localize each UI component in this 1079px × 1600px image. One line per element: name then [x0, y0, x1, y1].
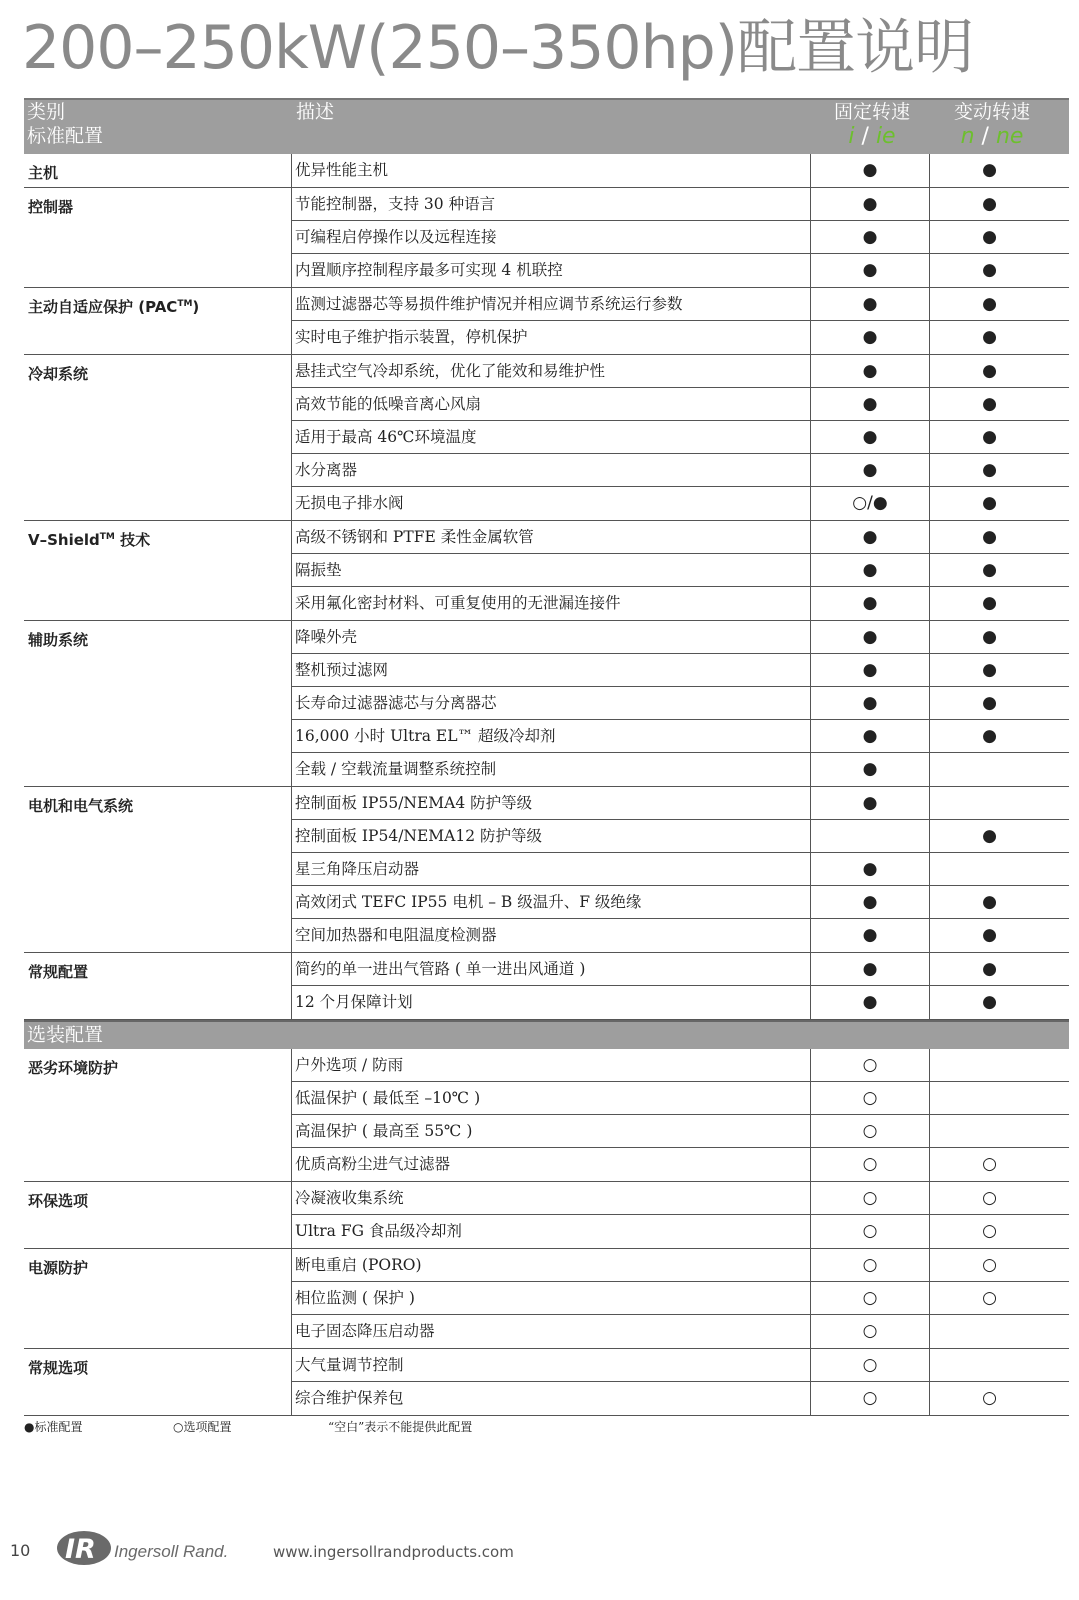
variable-speed-mark: ● [982, 427, 997, 447]
fixed-speed-mark: ● [811, 986, 930, 1019]
variable-speed-mark: ● [982, 527, 997, 547]
legend-optional: ○选项配置 [173, 1420, 232, 1434]
row-description: 高效闭式 TEFC IP55 电机 – B 级温升、F 级绝缘 [292, 886, 811, 918]
header-fixed-models: i / ie [848, 124, 896, 149]
group-standard-7 [24, 953, 1069, 1020]
variable-speed-mark: ● [982, 160, 997, 180]
row-description: 冷凝液收集系统 [292, 1182, 811, 1214]
variable-speed-mark: ● [982, 361, 997, 381]
table-row [292, 487, 1069, 520]
variable-speed-mark: ○ [982, 1288, 997, 1308]
group-label: V–Shield™ 技术 [24, 521, 292, 620]
table-row [292, 1082, 1069, 1115]
page-number: 10 [10, 1541, 31, 1560]
fixed-speed-mark: ● [811, 621, 930, 653]
variable-speed-mark [930, 753, 1049, 786]
fixed-speed-mark: ● [811, 587, 930, 620]
table-row [292, 254, 1069, 287]
fixed-speed-mark [811, 820, 930, 852]
fixed-speed-mark: ○ [811, 1249, 930, 1281]
table-row [292, 886, 1069, 919]
variable-speed-mark [930, 1349, 1049, 1381]
row-description: 长寿命过滤器滤芯与分离器芯 [292, 687, 811, 719]
table-row [292, 919, 1069, 952]
table-row [292, 1182, 1069, 1215]
fixed-speed-mark: ○ [811, 1282, 930, 1314]
variable-speed-mark: ● [982, 560, 997, 580]
table-row [292, 1148, 1069, 1181]
fixed-speed-mark: ● [811, 521, 930, 553]
table-row [292, 986, 1069, 1019]
group-standard-6 [24, 787, 1069, 953]
group-label: 辅助系统 [24, 621, 292, 786]
fixed-speed-mark: ● [811, 554, 930, 586]
variable-speed-mark: ● [982, 327, 997, 347]
row-description: 适用于最高 46℃环境温度 [292, 421, 811, 453]
row-description: 优异性能主机 [292, 154, 811, 187]
table-row [292, 820, 1069, 853]
table-row [292, 1382, 1069, 1415]
fixed-speed-mark: ● [811, 687, 930, 719]
row-description: 空间加热器和电阻温度检测器 [292, 919, 811, 952]
row-description: 高温保护 ( 最高至 55℃ ) [292, 1115, 811, 1147]
row-description: 16,000 小时 Ultra EL™ 超级冷却剂 [292, 720, 811, 752]
fixed-speed-mark: ● [811, 254, 930, 287]
config-table [24, 98, 1069, 1416]
row-description: 户外选项 / 防雨 [292, 1049, 811, 1081]
group-optional-3 [24, 1349, 1069, 1416]
page-title: 200–250kW(250–350hp)配置说明 [22, 13, 974, 83]
fixed-speed-mark: ● [811, 919, 930, 952]
fixed-speed-mark: ● [811, 154, 930, 187]
table-row [292, 621, 1069, 654]
variable-speed-mark [930, 1082, 1049, 1114]
table-row [292, 1215, 1069, 1248]
variable-speed-mark: ○ [982, 1188, 997, 1208]
table-row [292, 687, 1069, 720]
group-label: 常规配置 [24, 953, 292, 1019]
optional-section [24, 1049, 1069, 1416]
table-row [292, 1049, 1069, 1082]
group-standard-0 [24, 154, 1069, 188]
fixed-speed-mark: ○ [811, 1115, 930, 1147]
fixed-speed-mark: ○ [811, 1215, 930, 1248]
variable-speed-mark: ● [982, 660, 997, 680]
fixed-speed-mark: ● [811, 288, 930, 320]
table-row [292, 521, 1069, 554]
group-label: 电机和电气系统 [24, 787, 292, 952]
row-description: 降噪外壳 [292, 621, 811, 653]
legend-blank: “空白”表示不能提供此配置 [328, 1420, 473, 1434]
variable-speed-mark: ● [982, 892, 997, 912]
table-row [292, 454, 1069, 487]
table-row [292, 753, 1069, 786]
fixed-speed-mark: ○ [811, 1082, 930, 1114]
group-label: 电源防护 [24, 1249, 292, 1348]
row-description: 节能控制器，支持 30 种语言 [292, 188, 811, 220]
variable-speed-mark: ○ [982, 1255, 997, 1275]
table-row [292, 321, 1069, 354]
table-row [292, 953, 1069, 986]
row-description: 悬挂式空气冷却系统，优化了能效和易维护性 [292, 355, 811, 387]
table-row [292, 221, 1069, 254]
table-row [292, 388, 1069, 421]
variable-speed-mark: ● [982, 194, 997, 214]
legend-standard: ●标准配置 [24, 1420, 83, 1434]
row-description: 隔振垫 [292, 554, 811, 586]
row-description: 12 个月保障计划 [292, 986, 811, 1019]
variable-speed-mark [930, 1315, 1049, 1348]
variable-speed-mark [930, 853, 1049, 885]
group-label: 控制器 [24, 188, 292, 287]
table-row [292, 1115, 1069, 1148]
group-label: 恶劣环境防护 [24, 1049, 292, 1181]
fixed-speed-mark: ● [811, 321, 930, 354]
variable-speed-mark: ● [982, 394, 997, 414]
header-variable-speed [932, 100, 1052, 150]
variable-speed-mark [930, 1049, 1049, 1081]
fixed-speed-mark: ● [811, 720, 930, 752]
row-description: 电子固态降压启动器 [292, 1315, 811, 1348]
row-description: 控制面板 IP54/NEMA12 防护等级 [292, 820, 811, 852]
variable-speed-mark: ○ [982, 1154, 997, 1174]
fixed-speed-mark: ● [811, 886, 930, 918]
table-row [292, 787, 1069, 820]
table-row [292, 720, 1069, 753]
variable-speed-mark: ● [982, 992, 997, 1012]
group-standard-2 [24, 288, 1069, 355]
variable-speed-mark: ● [982, 294, 997, 314]
header-variable-label: 变动转速 [953, 101, 1030, 123]
variable-speed-mark: ● [982, 693, 997, 713]
variable-speed-mark: ● [982, 493, 997, 513]
fixed-speed-mark: ● [811, 454, 930, 486]
website-url: www.ingersollrandproducts.com [273, 1543, 514, 1561]
variable-speed-mark: ● [982, 826, 997, 846]
row-description: 采用氟化密封材料、可重复使用的无泄漏连接件 [292, 587, 811, 620]
header-variable-models: n / ne [960, 124, 1024, 149]
table-row [292, 154, 1069, 187]
group-optional-1 [24, 1182, 1069, 1249]
svg-text:IR: IR [65, 1534, 96, 1565]
fixed-speed-mark: ○ [811, 1382, 930, 1415]
fixed-speed-mark: ● [811, 188, 930, 220]
brand-name: Ingersoll Rand. [114, 1542, 228, 1561]
table-row [292, 554, 1069, 587]
group-label: 常规选项 [24, 1349, 292, 1415]
row-description: 低温保护 ( 最低至 –10℃ ) [292, 1082, 811, 1114]
group-label: 主机 [24, 154, 292, 187]
fixed-speed-mark: ○ [811, 1182, 930, 1214]
row-description: 断电重启 (PORO) [292, 1249, 811, 1281]
fixed-speed-mark: ● [811, 753, 930, 786]
table-header [24, 98, 1069, 154]
table-row [292, 1249, 1069, 1282]
fixed-speed-mark: ○/● [811, 487, 930, 520]
variable-speed-mark: ● [982, 593, 997, 613]
fixed-speed-mark: ● [811, 654, 930, 686]
row-description: 控制面板 IP55/NEMA4 防护等级 [292, 787, 811, 819]
group-standard-3 [24, 355, 1069, 521]
table-row [292, 1349, 1069, 1382]
table-row [292, 654, 1069, 687]
fixed-speed-mark: ● [811, 221, 930, 253]
variable-speed-mark: ● [982, 460, 997, 480]
standard-section [24, 154, 1069, 1020]
header-fixed-label: 固定转速 [833, 101, 910, 123]
header-category-label: 类别 [27, 101, 66, 123]
group-label: 环保选项 [24, 1182, 292, 1248]
fixed-speed-mark: ● [811, 787, 930, 819]
group-label: 主动自适应保护 (PAC™) [24, 288, 292, 354]
row-description: 相位监测 ( 保护 ) [292, 1282, 811, 1314]
row-description: 监测过滤器芯等易损件维护情况并相应调节系统运行参数 [292, 288, 811, 320]
group-standard-4 [24, 521, 1069, 621]
fixed-speed-mark: ○ [811, 1349, 930, 1381]
optional-section-title: 选装配置 [24, 1020, 1069, 1049]
fixed-speed-mark: ● [811, 388, 930, 420]
row-description: 高效节能的低噪音离心风扇 [292, 388, 811, 420]
fixed-speed-mark: ○ [811, 1049, 930, 1081]
ingersoll-rand-logo [56, 1528, 228, 1568]
variable-speed-mark: ● [982, 726, 997, 746]
row-description: 实时电子维护指示装置，停机保护 [292, 321, 811, 354]
table-row [292, 1282, 1069, 1315]
group-standard-1 [24, 188, 1069, 288]
variable-speed-mark: ● [982, 925, 997, 945]
header-description: 描述 [296, 101, 335, 123]
variable-speed-mark: ● [982, 227, 997, 247]
table-row [292, 1315, 1069, 1348]
row-description: 综合维护保养包 [292, 1382, 811, 1415]
fixed-speed-mark: ○ [811, 1315, 930, 1348]
row-description: 可编程启停操作以及远程连接 [292, 221, 811, 253]
header-standard-label: 标准配置 [27, 125, 104, 147]
row-description: Ultra FG 食品级冷却剂 [292, 1215, 811, 1248]
fixed-speed-mark: ● [811, 355, 930, 387]
row-description: 高级不锈钢和 PTFE 柔性金属软管 [292, 521, 811, 553]
fixed-speed-mark: ● [811, 853, 930, 885]
header-fixed-speed [812, 100, 932, 150]
row-description: 简约的单一进出气管路 ( 单一进出风通道 ) [292, 953, 811, 985]
table-row [292, 853, 1069, 886]
variable-speed-mark [930, 1115, 1049, 1147]
group-label: 冷却系统 [24, 355, 292, 520]
row-description: 无损电子排水阀 [292, 487, 811, 520]
variable-speed-mark [930, 787, 1049, 819]
group-optional-2 [24, 1249, 1069, 1349]
row-description: 内置顺序控制程序最多可实现 4 机联控 [292, 254, 811, 287]
row-description: 星三角降压启动器 [292, 853, 811, 885]
variable-speed-mark: ● [982, 959, 997, 979]
variable-speed-mark: ● [982, 627, 997, 647]
row-description: 整机预过滤网 [292, 654, 811, 686]
table-row [292, 421, 1069, 454]
group-optional-0 [24, 1049, 1069, 1182]
table-row [292, 587, 1069, 620]
fixed-speed-mark: ● [811, 421, 930, 453]
header-category [27, 100, 103, 148]
row-description: 水分离器 [292, 454, 811, 486]
variable-speed-mark: ○ [982, 1221, 997, 1241]
fixed-speed-mark: ○ [811, 1148, 930, 1181]
row-description: 优质高粉尘进气过滤器 [292, 1148, 811, 1181]
table-row [292, 288, 1069, 321]
row-description: 大气量调节控制 [292, 1349, 811, 1381]
group-standard-5 [24, 621, 1069, 787]
variable-speed-mark: ○ [982, 1388, 997, 1408]
table-row [292, 188, 1069, 221]
row-description: 全载 / 空载流量调整系统控制 [292, 753, 811, 786]
fixed-speed-mark: ● [811, 953, 930, 985]
table-row [292, 355, 1069, 388]
variable-speed-mark: ● [982, 260, 997, 280]
